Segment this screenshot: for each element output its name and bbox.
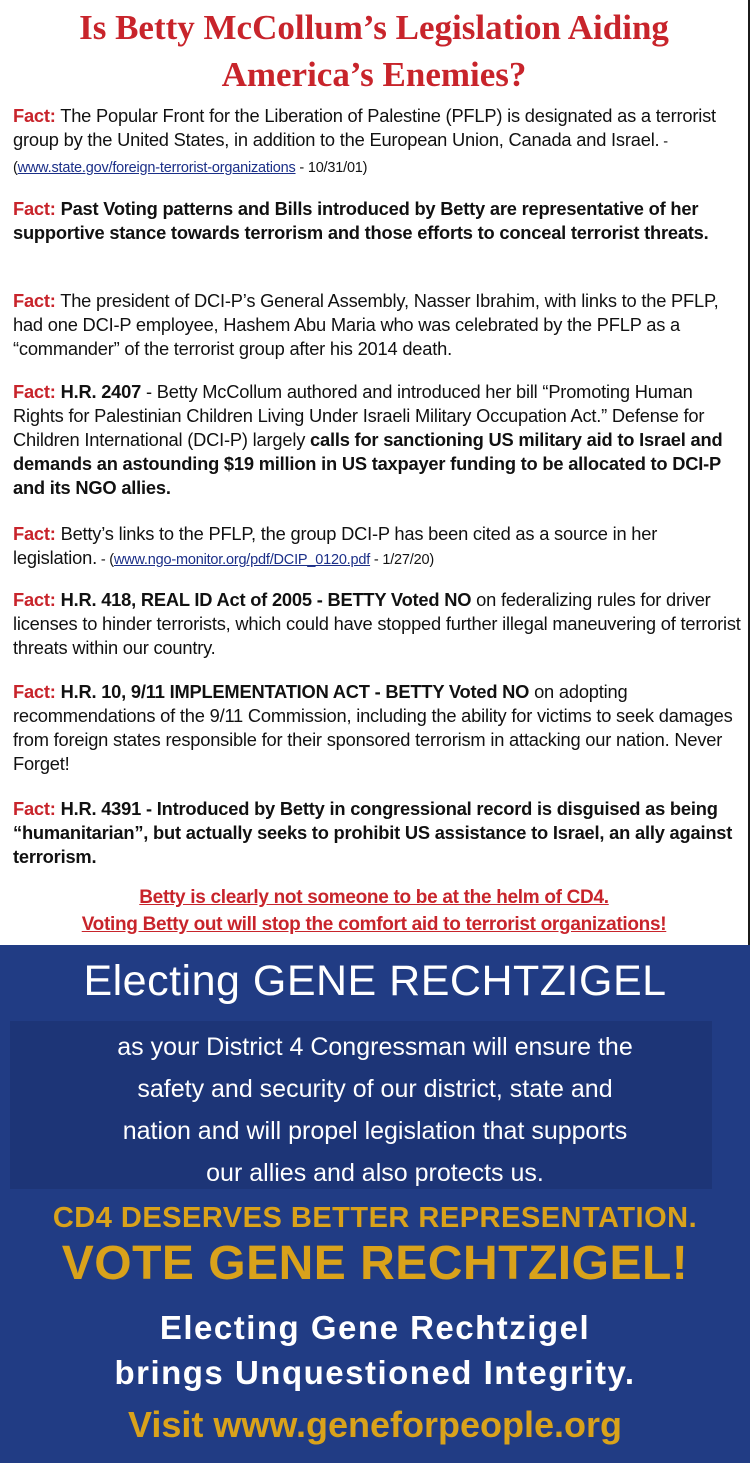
source-link[interactable]: www.ngo-monitor.org/pdf/DCIP_0120.pdf (113, 552, 371, 568)
headline (0, 0, 748, 98)
fact-label: Fact: (13, 105, 56, 126)
warning-line-2: Voting Betty out will stop the comfort aid to terrorist organizations! (81, 914, 667, 935)
fact-item-2 (13, 197, 742, 245)
fact-text: Betty’s links to the PFLP, the group DCI-P has been cited as a source in her legislation. (13, 523, 658, 568)
fact-item-4 (13, 380, 742, 500)
fact-label: Fact: (13, 798, 56, 819)
deserves-better-slogan: CD4 DESERVES BETTER REPRESENTATION. (52, 1202, 698, 1234)
fact-bold-lead: H.R. 418, REAL ID Act of 2005 - BETTY Voted NO (60, 589, 472, 610)
fact-item-7 (13, 680, 742, 776)
fact-label: Fact: (13, 589, 56, 610)
fact-item-1 (13, 104, 742, 180)
fact-text: Past Voting patterns and Bills introduced by Betty are representative of her supportive stance towards terrorism and those efforts to conceal terrorist threats. (13, 198, 709, 243)
fact-source: - (www.ngo-monitor.org/pdf/DCIP_0120.pdf - 1/27/20) (96, 552, 434, 568)
fact-label: Fact: (13, 681, 56, 702)
electing-line-4: our allies and also protects us. (206, 1159, 544, 1187)
headline-line-2: America’s Enemies? (221, 55, 527, 94)
fact-text: H.R. 4391 - Introduced by Betty in congressional record is disguised as being “humanitarian”, but actually seeks to prohibit US assistance to Israel, an ally against terrorism. (13, 798, 733, 867)
fact-source: - (www.state.gov/foreign-terrorist-organizations - 10/31/01) (13, 134, 668, 176)
warning-line-1: Betty is clearly not someone to be at the helm of CD4. (139, 887, 609, 908)
integrity-line-1: Electing Gene Rechtzigel (159, 1309, 591, 1346)
electing-line-2: safety and security of our district, state and (137, 1075, 613, 1103)
fact-label: Fact: (13, 198, 56, 219)
fact-text: on adopting recommendations of the 9/11 Commission, including the ability for victims to seek damages from foreign states responsible for their sponsored terrorism in attacking our nation. Never Forget! (13, 681, 733, 774)
fact-label: Fact: (13, 381, 56, 402)
fact-item-6 (13, 588, 742, 660)
source-link[interactable]: www.state.gov/foreign-terrorist-organizations (17, 160, 296, 176)
electing-line-1: as your District 4 Congressman will ensure the (117, 1033, 633, 1061)
integrity-line-2: brings Unquestioned Integrity. (114, 1354, 636, 1391)
vote-slogan: VOTE GENE RECHTZIGEL! (61, 1237, 689, 1290)
warning-message (0, 884, 748, 938)
website-link[interactable]: Visit www.geneforpeople.org (127, 1404, 623, 1445)
fact-item-3 (13, 289, 742, 361)
fact-label: Fact: (13, 290, 56, 311)
electing-statement (0, 1026, 750, 1194)
fact-bold-lead: H.R. 10, 9/11 IMPLEMENTATION ACT - BETTY Voted NO (60, 681, 530, 702)
fact-text: The Popular Front for the Liberation of Palestine (PFLP) is designated as a terrorist group by the United States, in addition to the European Union, Canada and Israel. (13, 105, 716, 150)
fact-label: Fact: (13, 523, 56, 544)
fact-bold-tail: calls for sanctioning US military aid to Israel and demands an astounding $19 million in US taxpayer funding to be allocated to DCI-P and its NGO allies. (13, 429, 723, 498)
fact-item-5 (13, 522, 742, 572)
fact-text: - Betty McCollum authored and introduced her bill “Promoting Human Rights for Palestinian Children Living Under Israeli Military Occupation Act.” Defense for Children International (DCI-P) largely (13, 381, 705, 450)
electing-heading: Electing GENE RECHTZIGEL (83, 957, 667, 1005)
integrity-slogan (0, 1305, 750, 1395)
headline-line-1: Is Betty McCollum’s Legislation Aiding (79, 8, 669, 47)
fact-text: on federalizing rules for driver licenses to hinder terrorists, which could have stopped further illegal maneuvering of terrorist threats within our country. (13, 589, 741, 658)
fact-bold-lead: H.R. 2407 (60, 381, 142, 402)
fact-item-8 (13, 797, 742, 869)
fact-text: The president of DCI-P’s General Assembly, Nasser Ibrahim, with links to the PFLP, had one DCI-P employee, Hashem Abu Maria who was celebrated by the PFLP as a “commander” of the terrorist group after his 2014 death. (13, 290, 719, 359)
candidate-section (0, 945, 750, 1463)
electing-line-3: nation and will propel legislation that supports (122, 1117, 628, 1145)
